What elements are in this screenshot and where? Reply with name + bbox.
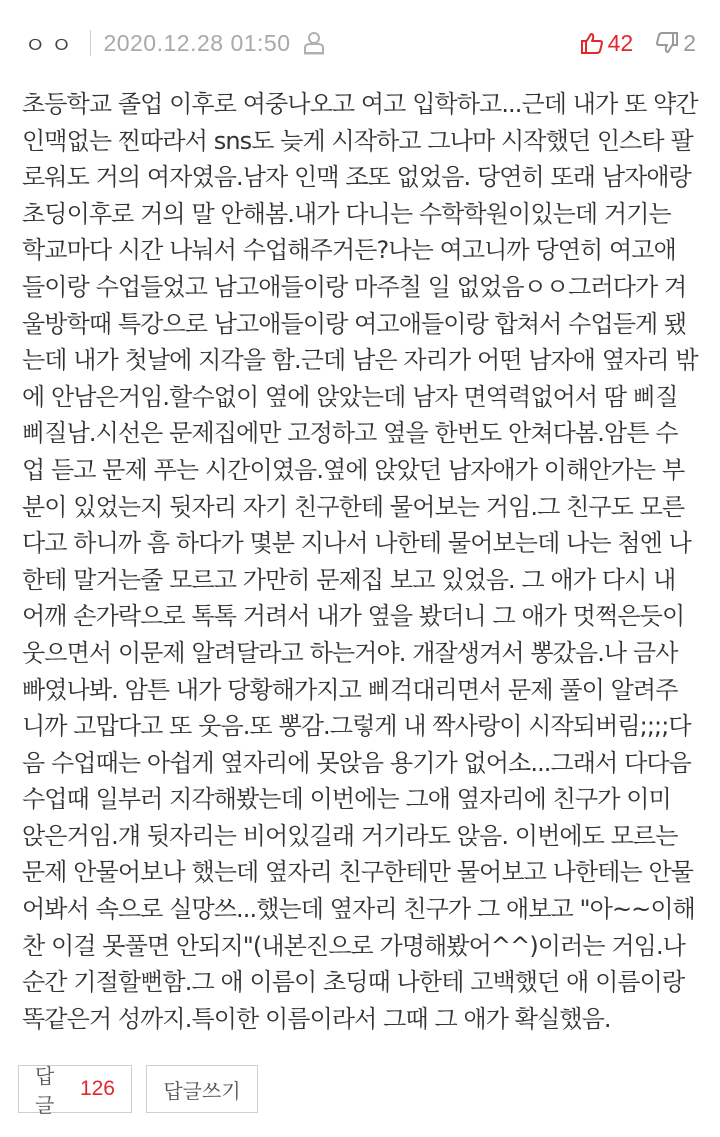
post-body-line: 찬 이걸 못풀면 안되지"(내본진으로 가명해봤어^^)이러는 거임.나 <box>22 931 685 960</box>
post-body-line: 어깨 손가락으로 톡톡 거려서 내가 옆을 봤더니 그 애가 멋쩍은듯이 <box>22 602 685 631</box>
post-body-line: 들이랑 수업들었고 남고애들이랑 마주칠 일 없었음ㅇㅇ그러다가 겨 <box>22 272 687 301</box>
comments-count: 126 <box>79 1077 115 1100</box>
thumbs-down-icon <box>655 31 679 55</box>
post-body-line: 니까 고맙다고 또 웃음.또 뽕감.그렇게 내 짝사랑이 시작되버림;;;;다 <box>22 712 691 741</box>
post-body-line: 업 듣고 문제 푸는 시간이였음.옆에 앉았던 남자애가 이해안가는 부 <box>22 455 685 484</box>
post-body-line: 빠였나봐. 암튼 내가 당황해가지고 삐걱대리면서 문제 풀이 알려주 <box>22 675 678 704</box>
comments-label: 답글 <box>35 1064 55 1117</box>
post-body-line: 삐질남.시선은 문제집에만 고정하고 옆을 한번도 안쳐다봄.암튼 수 <box>22 419 678 448</box>
downvote-count: 2 <box>683 29 696 56</box>
post-body-line: 어봐서 속으로 실망쓰...했는데 옆자리 친구가 그 애보고 "아~~이해 <box>22 895 695 924</box>
post-body-line: 앉은거임.걔 뒷자리는 비어있길래 거기라도 앉음. 이번에도 모르는 <box>22 821 678 850</box>
header-divider <box>90 30 91 56</box>
post-body-line: 초딩이후로 거의 말 안해봄.내가 다니는 수학학원이있는데 거기는 <box>22 199 671 228</box>
downvote-button[interactable] <box>655 30 696 57</box>
post-body-line: 똑같은거 성까지.특이한 이름이라서 그때 그 애가 확실했음. <box>22 1004 611 1033</box>
post-body-line: 인맥없는 찐따라서 sns도 늦게 시작하고 그나마 시작했던 인스타 팔 <box>22 126 693 155</box>
post-body-line: 다고 하니까 흠 하다가 몇분 지나서 나한테 물어보는데 나는 첨엔 나 <box>22 529 691 558</box>
post-body-line: 웃으면서 이문제 알려달라고 하는거야. 개잘생겨서 뽕갔음.나 금사 <box>22 638 678 667</box>
post-body-line: 학교마다 시간 나눠서 수업해주거든?나는 여고니까 당연히 여고애 <box>22 236 676 265</box>
post-body-line: 순간 기절할뻔함.그 애 이름이 초딩때 나한테 고백했던 애 이름이랑 <box>22 968 685 997</box>
author-name[interactable]: ㅇㅇ <box>24 32 77 59</box>
post-body-line: 울방학때 특강으로 남고애들이랑 여고애들이랑 합쳐서 수업듣게 됐 <box>22 309 687 338</box>
post-actions <box>18 1064 258 1117</box>
write-comment-button[interactable] <box>146 1065 258 1113</box>
write-comment-label: 답글쓰기 <box>163 1078 241 1103</box>
post-body-line: 에 안남은거임.할수없이 옆에 앉았는데 남자 면역력없어서 땀 삐질 <box>22 382 678 411</box>
post-body-line: 한테 말거는줄 모르고 가만히 문제집 보고 있었음. 그 애가 다시 내 <box>22 565 676 594</box>
person-icon[interactable] <box>303 31 325 55</box>
comments-button[interactable] <box>18 1064 132 1117</box>
post-date: 2020.12.28 01:50 <box>103 29 291 56</box>
post-body-line: 수업때 일부러 지각해봤는데 이번에는 그애 옆자리에 친구가 이미 <box>22 785 671 814</box>
post-body-line: 로워도 거의 여자였음.남자 인맥 조또 없었음. 당연히 또래 남자애랑 <box>22 163 691 192</box>
post-body-line: 문제 안물어보나 했는데 옆자리 친구한테만 물어보고 나한테는 안물 <box>22 858 694 887</box>
post-body-line: 음 수업때는 아쉽게 옆자리에 못앉음 용기가 없어소...그래서 다다음 <box>22 748 691 777</box>
upvote-button[interactable] <box>580 30 634 57</box>
post-body-line: 는데 내가 첫날에 지각을 함.근데 남은 자리가 어떤 남자애 옆자리 밖 <box>22 346 698 375</box>
post-body <box>22 86 700 1037</box>
post-body-line: 초등학교 졸업 이후로 여중나오고 여고 입학하고...근데 내가 또 약간 <box>22 90 698 118</box>
upvote-count: 42 <box>607 29 634 56</box>
post-body-line: 분이 있었는지 뒷자리 자기 친구한테 물어보는 거임.그 친구도 모른 <box>22 492 685 521</box>
thumbs-up-icon <box>580 31 604 55</box>
post-header <box>0 0 720 86</box>
